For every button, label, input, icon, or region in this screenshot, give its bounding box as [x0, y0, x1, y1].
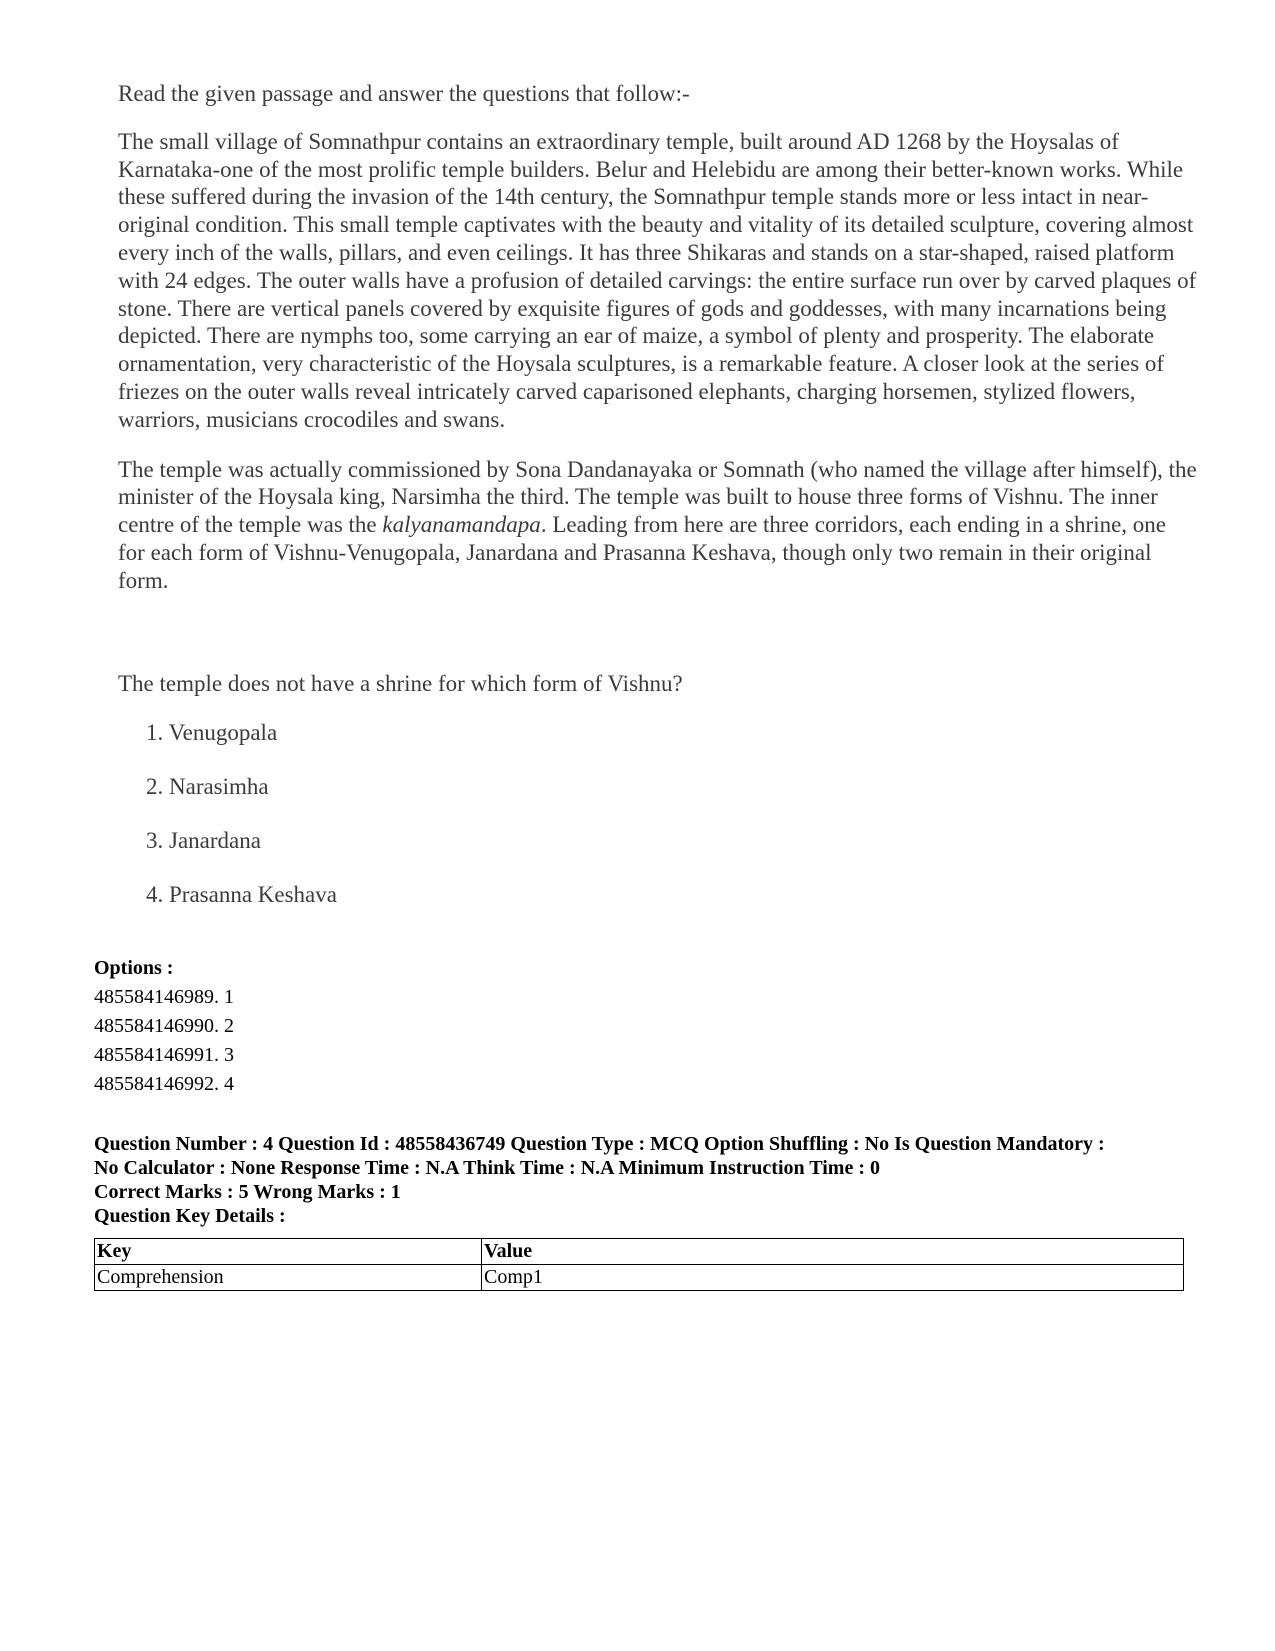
paragraph-2-text-b: . Leading from here are three corridors, each ending in a shrine, one for each form of Vishnu-Venugopala, Janardana and Prasanna Keshava, though only two remain in their original form.	[118, 512, 1167, 593]
passage-paragraph-2	[118, 456, 1198, 595]
table-header-row	[95, 1239, 1184, 1265]
option-item: 485584146989. 1	[94, 986, 234, 1008]
table-header-cell: Value	[482, 1239, 1184, 1265]
passage-intro: Read the given passage and answer the questions that follow:-	[118, 81, 690, 106]
paragraph-2-italic-term: kalyanamandapa	[382, 512, 541, 538]
option-item: 485584146990. 2	[94, 1015, 234, 1037]
table-header-cell: Key	[95, 1239, 482, 1265]
key-details-table	[94, 1238, 1184, 1291]
choice-item: 4. Prasanna Keshava	[146, 882, 337, 908]
question-meta	[94, 1132, 1194, 1228]
choice-item: 2. Narasimha	[146, 774, 269, 800]
table-cell: Comprehension	[95, 1265, 482, 1291]
table-row	[95, 1265, 1184, 1291]
question-text: The temple does not have a shrine for which form of Vishnu?	[118, 670, 683, 696]
choice-item: 3. Janardana	[146, 828, 261, 854]
passage-image	[118, 80, 1198, 935]
options-title: Options :	[94, 957, 174, 979]
paragraph-2-text-a: The temple was actually commissioned by Sona Dandanayaka or Somnath (who named the village after himself), the minister of the Hoysala king, Narsimha the third. The temple was built to house three forms of Vishnu. The inner centre of the temple was the	[118, 456, 1197, 538]
passage-paragraph-1: The small village of Somnathpur contains an extraordinary temple, built around AD 1268 by the Hoysalas of Karnataka-one of the most prolific temple builders. Belur and Helebidu are among their better-known works. While these suffered during the invasion of the 14th century, the Somnathpur temple stands more or less intact in near-original condition. This small temple captivates with the beauty and vitality of its detailed sculpture, covering almost every inch of the walls, pillars, and even ceilings. It has three Shikaras and stands on a star-shaped, raised platform with 24 edges. The outer walls have a profusion of detailed carvings: the entire surface run over by carved plaques of stone. There are vertical panels covered by exquisite figures of gods and goddesses, with many incarnations being depicted. There are nymphs too, some carrying an ear of maize, a symbol of plenty and prosperity. The elaborate ornamentation, very characteristic of the Hoysala sculptures, is a remarkable feature. A closer look at the series of friezes on the outer walls reveal intricately carved caparisoned elephants, charging horsemen, stylized flowers, warriors, musicians crocodiles and swans.	[118, 128, 1197, 432]
options-block	[94, 954, 234, 1099]
option-item: 485584146992. 4	[94, 1073, 234, 1095]
choice-list	[146, 719, 1198, 908]
key-details-title: Question Key Details :	[94, 1205, 286, 1227]
marks-line: Correct Marks : 5 Wrong Marks : 1	[94, 1181, 401, 1203]
option-item: 485584146991. 3	[94, 1044, 234, 1066]
question-meta-line-2: No Calculator : None Response Time : N.A Think Time : N.A Minimum Instruction Time : 0	[94, 1157, 880, 1179]
question-meta-line-1: Question Number : 4 Question Id : 48558436749 Question Type : MCQ Option Shuffling : No Is Question Mandatory :	[94, 1133, 1105, 1155]
choice-item: 1. Venugopala	[146, 720, 278, 746]
table-cell: Comp1	[482, 1265, 1184, 1291]
